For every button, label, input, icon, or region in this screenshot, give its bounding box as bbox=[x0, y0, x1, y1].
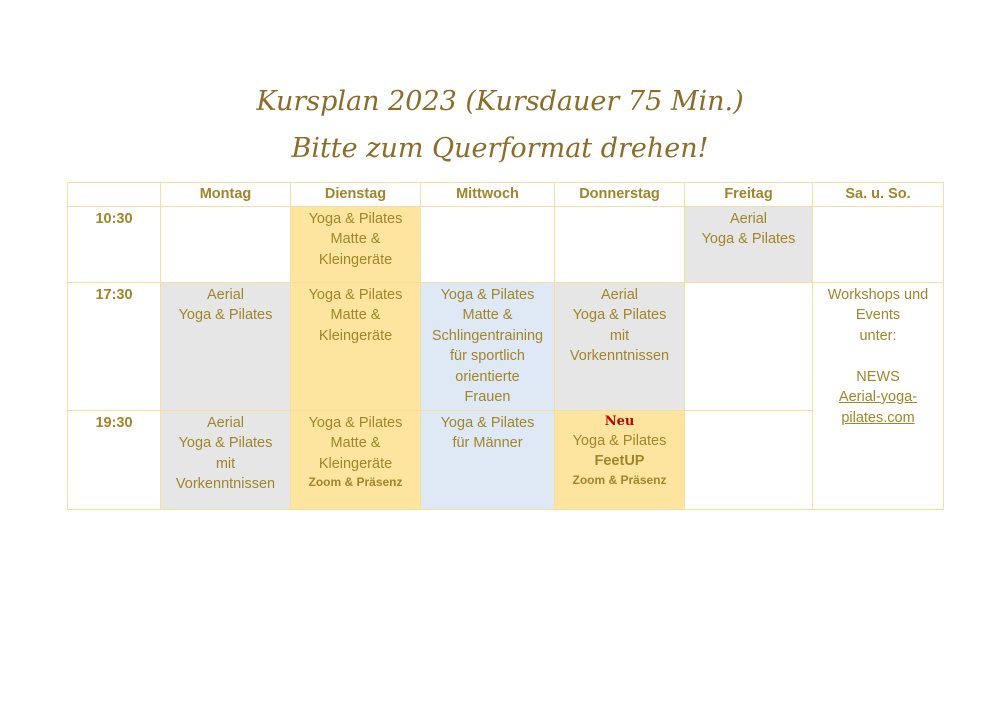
page-subtitle: Bitte zum Querformat drehen! bbox=[291, 133, 709, 164]
class-cell bbox=[421, 410, 555, 509]
class-line: Yoga & Pilates bbox=[178, 435, 273, 451]
format-note: Zoom & Präsenz bbox=[308, 475, 403, 489]
class-line: Yoga & Pilates bbox=[572, 432, 667, 449]
time-cell: 19:30 bbox=[68, 410, 161, 509]
class-line: Yoga & Pilates bbox=[701, 231, 796, 247]
day-header-monday: Montag bbox=[161, 183, 291, 207]
class-line: Schlingentraining bbox=[431, 327, 544, 344]
class-line: Matte & bbox=[330, 231, 381, 247]
class-line: Vorkenntnissen bbox=[175, 476, 276, 492]
info-line: Events bbox=[855, 307, 901, 323]
class-cell bbox=[685, 206, 813, 282]
table-row bbox=[68, 410, 944, 509]
class-line: für sportlich bbox=[450, 348, 525, 364]
class-line: Yoga & Pilates bbox=[440, 286, 535, 303]
table-row bbox=[68, 206, 944, 282]
class-line: Yoga & Pilates bbox=[572, 307, 667, 323]
class-cell-empty bbox=[685, 410, 813, 509]
time-cell: 10:30 bbox=[68, 206, 161, 282]
class-line: mit bbox=[609, 327, 630, 344]
class-line: orientierte bbox=[455, 368, 520, 385]
class-line: Vorkenntnissen bbox=[569, 348, 670, 364]
table-row bbox=[68, 282, 944, 410]
class-line: Matte & bbox=[462, 307, 513, 323]
class-cell-empty bbox=[685, 282, 813, 410]
day-header-thursday: Donnerstag bbox=[555, 183, 685, 207]
page-title: Kursplan 2023 (Kursdauer 75 Min.) bbox=[256, 86, 744, 117]
class-cell-empty bbox=[555, 206, 685, 282]
day-header-friday: Freitag bbox=[685, 183, 813, 207]
class-cell bbox=[161, 282, 291, 410]
class-cell bbox=[421, 282, 555, 410]
class-line: Yoga & Pilates bbox=[178, 307, 273, 323]
class-line: Aerial bbox=[206, 414, 245, 431]
class-cell-empty bbox=[161, 206, 291, 282]
class-line: Aerial bbox=[600, 286, 639, 303]
format-note: Zoom & Präsenz bbox=[572, 472, 667, 487]
class-line: für Männer bbox=[452, 435, 523, 451]
class-cell bbox=[161, 410, 291, 509]
class-line: Kleingeräte bbox=[318, 327, 393, 344]
class-line: mit bbox=[215, 455, 236, 472]
class-line: Yoga & Pilates bbox=[308, 286, 403, 303]
day-header-weekend: Sa. u. So. bbox=[813, 183, 944, 207]
class-line: Yoga & Pilates bbox=[308, 414, 403, 431]
class-line: Frauen bbox=[464, 389, 511, 405]
info-line: unter: bbox=[859, 327, 897, 344]
class-name-bold: FeetUP bbox=[594, 453, 645, 469]
class-line: Yoga & Pilates bbox=[440, 414, 535, 431]
class-cell bbox=[291, 410, 421, 509]
class-cell-empty bbox=[813, 206, 944, 282]
schedule-table bbox=[67, 182, 944, 510]
info-line: NEWS bbox=[856, 368, 900, 385]
info-line bbox=[816, 346, 940, 367]
class-line: Aerial bbox=[729, 210, 768, 227]
class-line: Matte & bbox=[330, 307, 381, 323]
class-line: Yoga & Pilates bbox=[308, 210, 403, 227]
weekend-info-cell bbox=[813, 282, 944, 509]
class-line: Matte & bbox=[330, 435, 381, 451]
day-header-wednesday: Mittwoch bbox=[421, 183, 555, 207]
new-badge: Neu bbox=[604, 413, 635, 429]
class-line: Kleingeräte bbox=[318, 251, 393, 268]
header-row bbox=[68, 183, 944, 207]
class-cell-empty bbox=[421, 206, 555, 282]
class-cell bbox=[291, 206, 421, 282]
class-cell bbox=[555, 282, 685, 410]
class-cell bbox=[291, 282, 421, 410]
class-line: Aerial bbox=[206, 286, 245, 303]
website-link[interactable]: pilates.com bbox=[841, 409, 915, 426]
class-line: Kleingeräte bbox=[318, 455, 393, 472]
class-cell bbox=[555, 410, 685, 509]
info-line: Workshops und bbox=[827, 286, 929, 303]
day-header-tuesday: Dienstag bbox=[291, 183, 421, 207]
corner-cell bbox=[68, 183, 161, 207]
website-link[interactable]: Aerial-yoga- bbox=[838, 389, 918, 405]
time-cell: 17:30 bbox=[68, 282, 161, 410]
